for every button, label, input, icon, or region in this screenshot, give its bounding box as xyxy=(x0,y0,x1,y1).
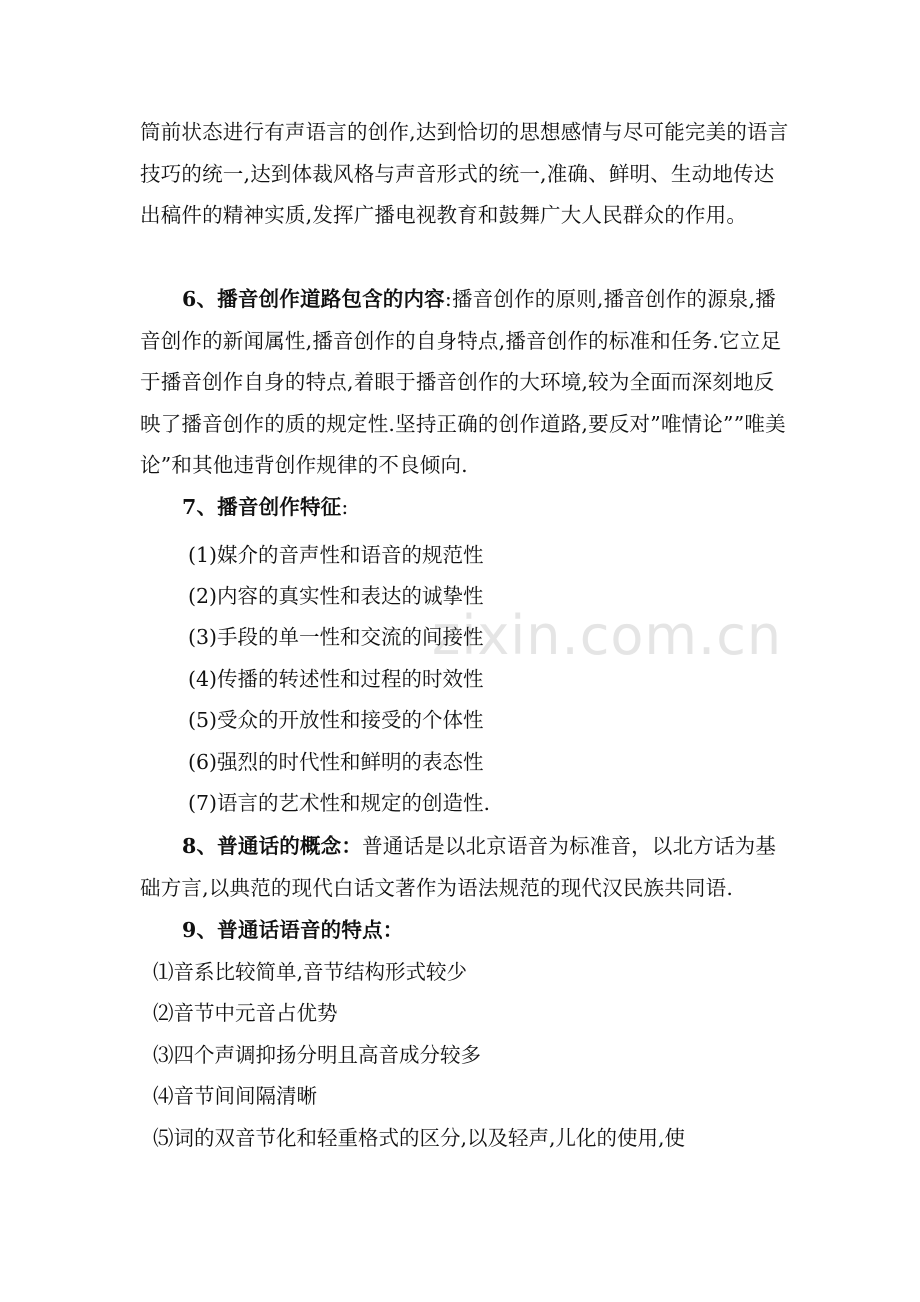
section-9-heading-line xyxy=(140,910,790,952)
section-7-colon: : xyxy=(341,495,349,519)
section-7-heading-line xyxy=(140,487,790,529)
list-item: ⑸词的双音节化和轻重格式的区分,以及轻声,儿化的使用,使 xyxy=(153,1126,686,1150)
list-item: (7)语言的艺术性和规定的创造性. xyxy=(188,791,491,815)
section-8 xyxy=(140,826,790,909)
section-7 xyxy=(140,487,790,529)
list-item: (2)内容的真实性和表达的诚挚性 xyxy=(188,584,484,608)
watermark: zixin.com.cn xyxy=(432,604,783,667)
list-item: (6)强烈的时代性和鲜明的表态性 xyxy=(188,750,484,774)
list-item: (4)传播的转述性和过程的时效性 xyxy=(188,667,484,691)
intro-paragraph xyxy=(140,112,790,237)
intro-text: 筒前状态进行有声语言的创作,达到恰切的思想感情与尽可能完美的语言技巧的统一,达到体裁风格与声音形式的统一,准确、鲜明、生动地传达出稿件的精神实质,发挥广播电视教育和鼓舞广大人民群众的作用。 xyxy=(140,120,789,228)
list-item: ⑴音系比较简单,音节结构形式较少 xyxy=(153,960,468,984)
section-6-paragraph xyxy=(140,279,790,487)
list-item: ⑷音节间间隔清晰 xyxy=(153,1084,317,1108)
list-item: (1)媒介的音声性和语音的规范性 xyxy=(188,543,484,567)
section-8-body: 普通话是以北京语音为标准音，以北方话为基础方言,以典范的现代白话文著作为语法规范的现代汉民族共同语. xyxy=(140,834,777,900)
section-6 xyxy=(140,279,790,487)
list-item: ⑶四个声调抑扬分明且高音成分较多 xyxy=(153,1043,481,1067)
section-9 xyxy=(140,910,790,952)
list-item: (3)手段的单一性和交流的间接性 xyxy=(188,625,484,649)
section-8-heading: 8、普通话的概念： xyxy=(182,834,363,858)
section-6-body: :播音创作的原则,播音创作的源泉,播音创作的新闻属性,播音创作的自身特点,播音创作的标准和任务.它立足于播音创作自身的特点,着眼于播音创作的大环境,较为全面而深刻地反映了播音创作的质的规定性.坚持正确的创作道路,要反对”唯情论””唯美论”和其他违背创作规律的不良倾向. xyxy=(140,287,786,478)
list-item: (5)受众的开放性和接受的个体性 xyxy=(188,708,484,732)
section-9-heading: 9、普通话语音的特点： xyxy=(182,918,404,942)
list-item: ⑵音节中元音占优势 xyxy=(153,1001,338,1025)
section-7-heading: 7、播音创作特征 xyxy=(182,495,342,519)
section-8-paragraph xyxy=(140,826,790,909)
section-6-heading: 6、播音创作道路包含的内容 xyxy=(182,287,445,311)
